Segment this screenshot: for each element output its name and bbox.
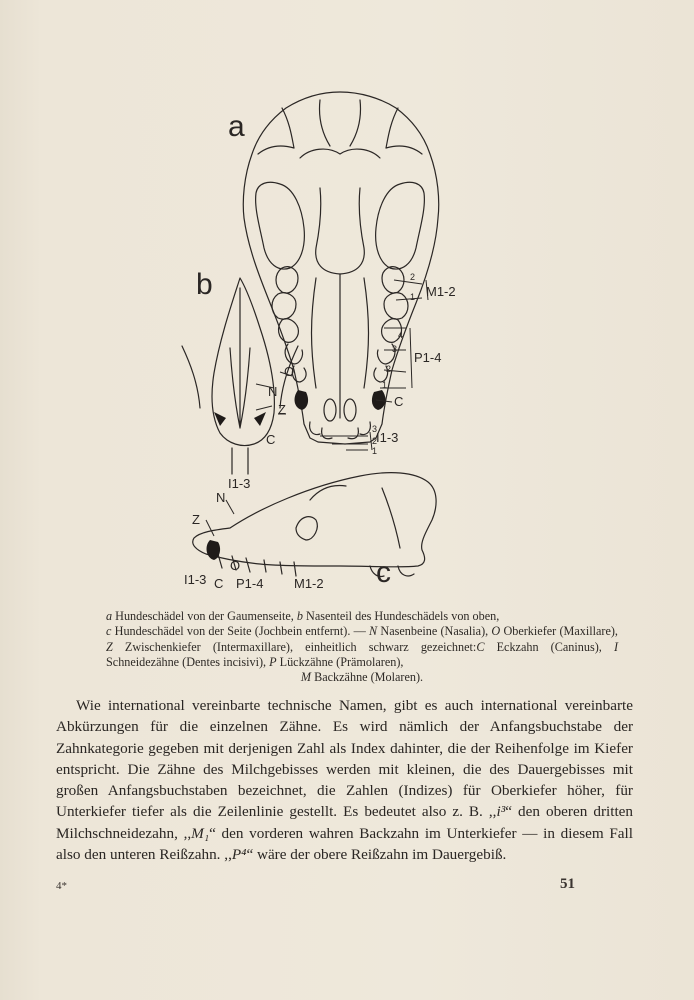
label-a-i2: 2 bbox=[372, 436, 378, 446]
label-a-m1: 1 bbox=[410, 292, 416, 302]
label-a-canine: C bbox=[394, 394, 404, 409]
skull-a-right-fossa bbox=[376, 182, 425, 269]
label-c-premolars: P1-4 bbox=[236, 576, 264, 591]
panel-c-letter: c bbox=[376, 556, 391, 589]
panel-a-letter: a bbox=[228, 110, 245, 143]
label-a-p3: 3 bbox=[392, 344, 398, 354]
label-a-molars: M1-2 bbox=[426, 284, 456, 299]
figure-caption bbox=[106, 609, 618, 685]
label-a-premolars: P1-4 bbox=[414, 350, 442, 365]
label-a-incisors: I1-3 bbox=[376, 430, 399, 445]
caption-line-2: c Hundeschädel von der Seite (Jochbein entfernt). — N Nasenbeine (Nasalia), O Oberkiefer (Maxillare), Z Zwischenkiefer (Intermaxillare), einheitlich schwarz gezeichnet:C Eckzahn (Caninus), I Schneidezähne (Dentes incisivi), P Lückzähne (Prämolaren), bbox=[106, 624, 618, 669]
skull-drawing bbox=[170, 88, 470, 598]
caption-line-1: a Hundeschädel von der Gaumenseite, b Nasenteil des Hundeschädels von oben, bbox=[106, 609, 500, 623]
label-b-nasal: N bbox=[268, 384, 278, 399]
label-c-premaxilla: Z bbox=[192, 512, 200, 527]
label-a-p1: 1 bbox=[382, 380, 388, 390]
label-c-nasal: N bbox=[216, 490, 226, 505]
panel-b-letter: b bbox=[196, 268, 213, 301]
body-paragraph: Wie international vereinbarte technische Namen, gibt es auch international vereinbarte Abkürzungen für die einzelnen Zähne. Es wird nämlich der Anfangsbuchstabe der Zahnkategorie gegeben mit derjenigen Zahl als Index dahinter, die der Reihenfolge im Kiefer entspricht. Die Zähne des Milchgebisses werden mit kleinen, die des Dauergebisses mit großen Anfangsbuchstaben bezeichnet, die Zahlen (Indizes) für Oberkiefer höher, für Unterkiefer tiefer als die Zeilenlinie gestellt. Es bedeutet also z. B. ,,i³“ den oberen dritten Milchschneidezahn, ,,M₁“ den vorderen wahren Backzahn im Unterkiefer — in diesem Fall also den unteren Reißzahn. ,,P⁴“ wäre der obere Reißzahn im Dauergebiß. bbox=[56, 697, 633, 864]
label-a-i1: 1 bbox=[372, 446, 378, 456]
label-a-p4: 4 bbox=[398, 330, 404, 340]
page-number: 51 bbox=[560, 876, 575, 892]
label-a-p2: 2 bbox=[386, 364, 392, 374]
skull-a-left-canine bbox=[295, 390, 309, 410]
label-b-incisors: I1-3 bbox=[228, 476, 251, 491]
caption-line-last: M Backzähne (Molaren). bbox=[300, 670, 424, 685]
label-b-canine: C bbox=[266, 432, 276, 447]
label-a-premaxilla: Z bbox=[278, 402, 286, 417]
label-a-m2: 2 bbox=[410, 272, 416, 282]
signature-mark: 4* bbox=[56, 880, 67, 892]
label-c-maxilla: O bbox=[230, 558, 241, 573]
skull-figure bbox=[170, 88, 470, 598]
label-a-maxilla: O bbox=[284, 364, 295, 379]
skull-a-left-fossa bbox=[256, 182, 305, 269]
label-a-i3: 3 bbox=[372, 424, 378, 434]
label-c-molars: M1-2 bbox=[294, 576, 324, 591]
label-c-incisors: I1-3 bbox=[184, 572, 207, 587]
label-c-canine: C bbox=[214, 576, 224, 591]
